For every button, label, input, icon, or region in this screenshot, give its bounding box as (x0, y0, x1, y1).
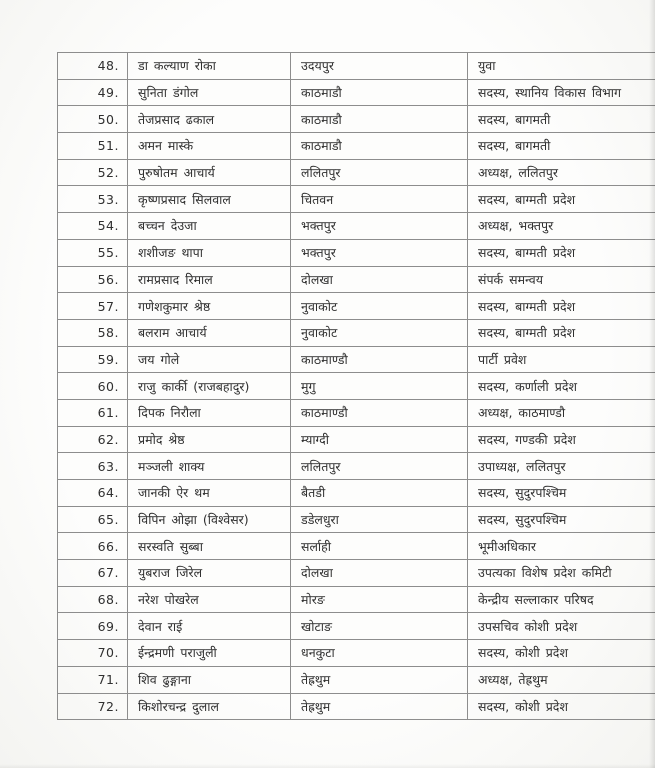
cell-serial: 55. (58, 239, 128, 266)
cell-serial: 65. (58, 506, 128, 533)
cell-serial: 48. (58, 53, 128, 80)
table-row (58, 346, 655, 373)
cell-name: नरेश पोखरेल (128, 586, 291, 613)
cell-district: दोलखा (291, 266, 468, 293)
cell-role: केन्द्रीय सल्लाकार परिषद (468, 586, 655, 613)
cell-role: सदस्य, बाग्मती प्रदेश (468, 319, 655, 346)
cell-district: काठमाडौ (291, 79, 468, 106)
cell-serial: 69. (58, 613, 128, 640)
cell-role: भूमीअधिकार (468, 533, 655, 560)
table-row (58, 533, 655, 560)
members-table (57, 52, 655, 720)
cell-role: संपर्क समन्वय (468, 266, 655, 293)
cell-district: धनकुटा (291, 640, 468, 667)
cell-name: बलराम आचार्य (128, 319, 291, 346)
cell-name: देवान राई (128, 613, 291, 640)
cell-name: प्रमोद श्रेष्ठ (128, 426, 291, 453)
cell-serial: 49. (58, 79, 128, 106)
cell-district: तेह्रथुम (291, 666, 468, 693)
cell-district: खोटाङ (291, 613, 468, 640)
cell-role: पार्टी प्रवेश (468, 346, 655, 373)
cell-district: डडेलधुरा (291, 506, 468, 533)
cell-name: अमन मास्के (128, 133, 291, 160)
cell-district: बैतडी (291, 480, 468, 507)
cell-district: भक्तपुर (291, 239, 468, 266)
cell-serial: 68. (58, 586, 128, 613)
cell-serial: 52. (58, 159, 128, 186)
table-row (58, 640, 655, 667)
cell-serial: 63. (58, 453, 128, 480)
cell-role: सदस्य, कोशी प्रदेश (468, 640, 655, 667)
cell-role: सदस्य, स्थानिय विकास विभाग (468, 79, 655, 106)
cell-role: अध्यक्ष, ललितपुर (468, 159, 655, 186)
cell-serial: 53. (58, 186, 128, 213)
cell-role: अध्यक्ष, भक्तपुर (468, 213, 655, 240)
cell-name: जानकी ऐर थम (128, 480, 291, 507)
cell-name: किशोरचन्द्र दुलाल (128, 693, 291, 720)
cell-name: ईन्द्रमणी पराजुली (128, 640, 291, 667)
cell-district: भक्तपुर (291, 213, 468, 240)
cell-role: उपाध्यक्ष, ललितपुर (468, 453, 655, 480)
cell-role: सदस्य, बागमती (468, 133, 655, 160)
cell-name: सरस्वति सुब्बा (128, 533, 291, 560)
cell-name: रामप्रसाद रिमाल (128, 266, 291, 293)
cell-serial: 62. (58, 426, 128, 453)
cell-role: सदस्य, कर्णाली प्रदेश (468, 373, 655, 400)
table-row (58, 453, 655, 480)
cell-serial: 66. (58, 533, 128, 560)
cell-name: शिव ढुङ्गाना (128, 666, 291, 693)
table-row (58, 186, 655, 213)
cell-serial: 61. (58, 399, 128, 426)
table-row (58, 106, 655, 133)
cell-district: मोरङ (291, 586, 468, 613)
cell-district: उदयपुर (291, 53, 468, 80)
cell-district: काठमाडौ (291, 106, 468, 133)
table-row (58, 293, 655, 320)
table-row (58, 426, 655, 453)
cell-serial: 60. (58, 373, 128, 400)
scan-edge-shadow-bottom (0, 764, 655, 768)
table-row (58, 586, 655, 613)
cell-role: अध्यक्ष, काठमाण्डौ (468, 399, 655, 426)
table-row (58, 613, 655, 640)
cell-serial: 70. (58, 640, 128, 667)
cell-serial: 54. (58, 213, 128, 240)
cell-role: सदस्य, कोशी प्रदेश (468, 693, 655, 720)
cell-role: सदस्य, बागमती (468, 106, 655, 133)
table-row (58, 693, 655, 720)
cell-district: नुवाकोट (291, 293, 468, 320)
cell-role: सदस्य, सुदुरपश्चिम (468, 506, 655, 533)
cell-district: तेह्रथुम (291, 693, 468, 720)
table-row (58, 373, 655, 400)
table-row (58, 133, 655, 160)
cell-district: म्याग्दी (291, 426, 468, 453)
cell-serial: 50. (58, 106, 128, 133)
scan-edge-shadow-right (649, 0, 655, 768)
cell-role: सदस्य, गण्डकी प्रदेश (468, 426, 655, 453)
table-row (58, 480, 655, 507)
cell-district: चितवन (291, 186, 468, 213)
cell-name: शशीजङ थापा (128, 239, 291, 266)
table-row (58, 319, 655, 346)
cell-serial: 51. (58, 133, 128, 160)
cell-role: उपसचिव कोशी प्रदेश (468, 613, 655, 640)
cell-role: युवा (468, 53, 655, 80)
cell-role: सदस्य, बाग्मती प्रदेश (468, 293, 655, 320)
cell-district: काठमाडौ (291, 133, 468, 160)
table-row (58, 266, 655, 293)
cell-district: दोलखा (291, 560, 468, 587)
cell-serial: 58. (58, 319, 128, 346)
cell-role: उपत्यका विशेष प्रदेश कमिटी (468, 560, 655, 587)
cell-name: बच्चन देउजा (128, 213, 291, 240)
cell-district: मुगु (291, 373, 468, 400)
cell-district: काठमाण्डौ (291, 399, 468, 426)
cell-district: नुवाकोट (291, 319, 468, 346)
cell-name: तेजप्रसाद ढकाल (128, 106, 291, 133)
table-row (58, 399, 655, 426)
cell-name: कृष्णप्रसाद सिलवाल (128, 186, 291, 213)
table-row (58, 53, 655, 80)
table-row (58, 666, 655, 693)
table-row (58, 213, 655, 240)
table-row (58, 239, 655, 266)
cell-district: ललितपुर (291, 159, 468, 186)
cell-name: राजु कार्की (राजबहादुर) (128, 373, 291, 400)
cell-serial: 67. (58, 560, 128, 587)
table-row (58, 159, 655, 186)
cell-name: गणेशकुमार श्रेष्ठ (128, 293, 291, 320)
table-row (58, 79, 655, 106)
cell-serial: 64. (58, 480, 128, 507)
cell-role: सदस्य, बाग्मती प्रदेश (468, 186, 655, 213)
cell-name: दिपक निरौला (128, 399, 291, 426)
cell-role: सदस्य, सुदुरपश्चिम (468, 480, 655, 507)
cell-name: युबराज जिरेल (128, 560, 291, 587)
cell-role: सदस्य, बाग्मती प्रदेश (468, 239, 655, 266)
cell-serial: 72. (58, 693, 128, 720)
cell-district: ललितपुर (291, 453, 468, 480)
table-row (58, 506, 655, 533)
cell-serial: 59. (58, 346, 128, 373)
cell-name: विपिन ओझा (विश्वेसर) (128, 506, 291, 533)
cell-serial: 57. (58, 293, 128, 320)
cell-name: सुनिता डंगोल (128, 79, 291, 106)
cell-role: अध्यक्ष, तेह्रथुम (468, 666, 655, 693)
cell-serial: 71. (58, 666, 128, 693)
cell-serial: 56. (58, 266, 128, 293)
cell-district: सर्लाही (291, 533, 468, 560)
cell-name: मञ्जली शाक्य (128, 453, 291, 480)
cell-name: जय गोले (128, 346, 291, 373)
table-row (58, 560, 655, 587)
cell-name: पुरुषोतम आचार्य (128, 159, 291, 186)
members-table-body (58, 53, 655, 720)
cell-name: डा कल्याण रोका (128, 53, 291, 80)
cell-district: काठमाण्डौ (291, 346, 468, 373)
